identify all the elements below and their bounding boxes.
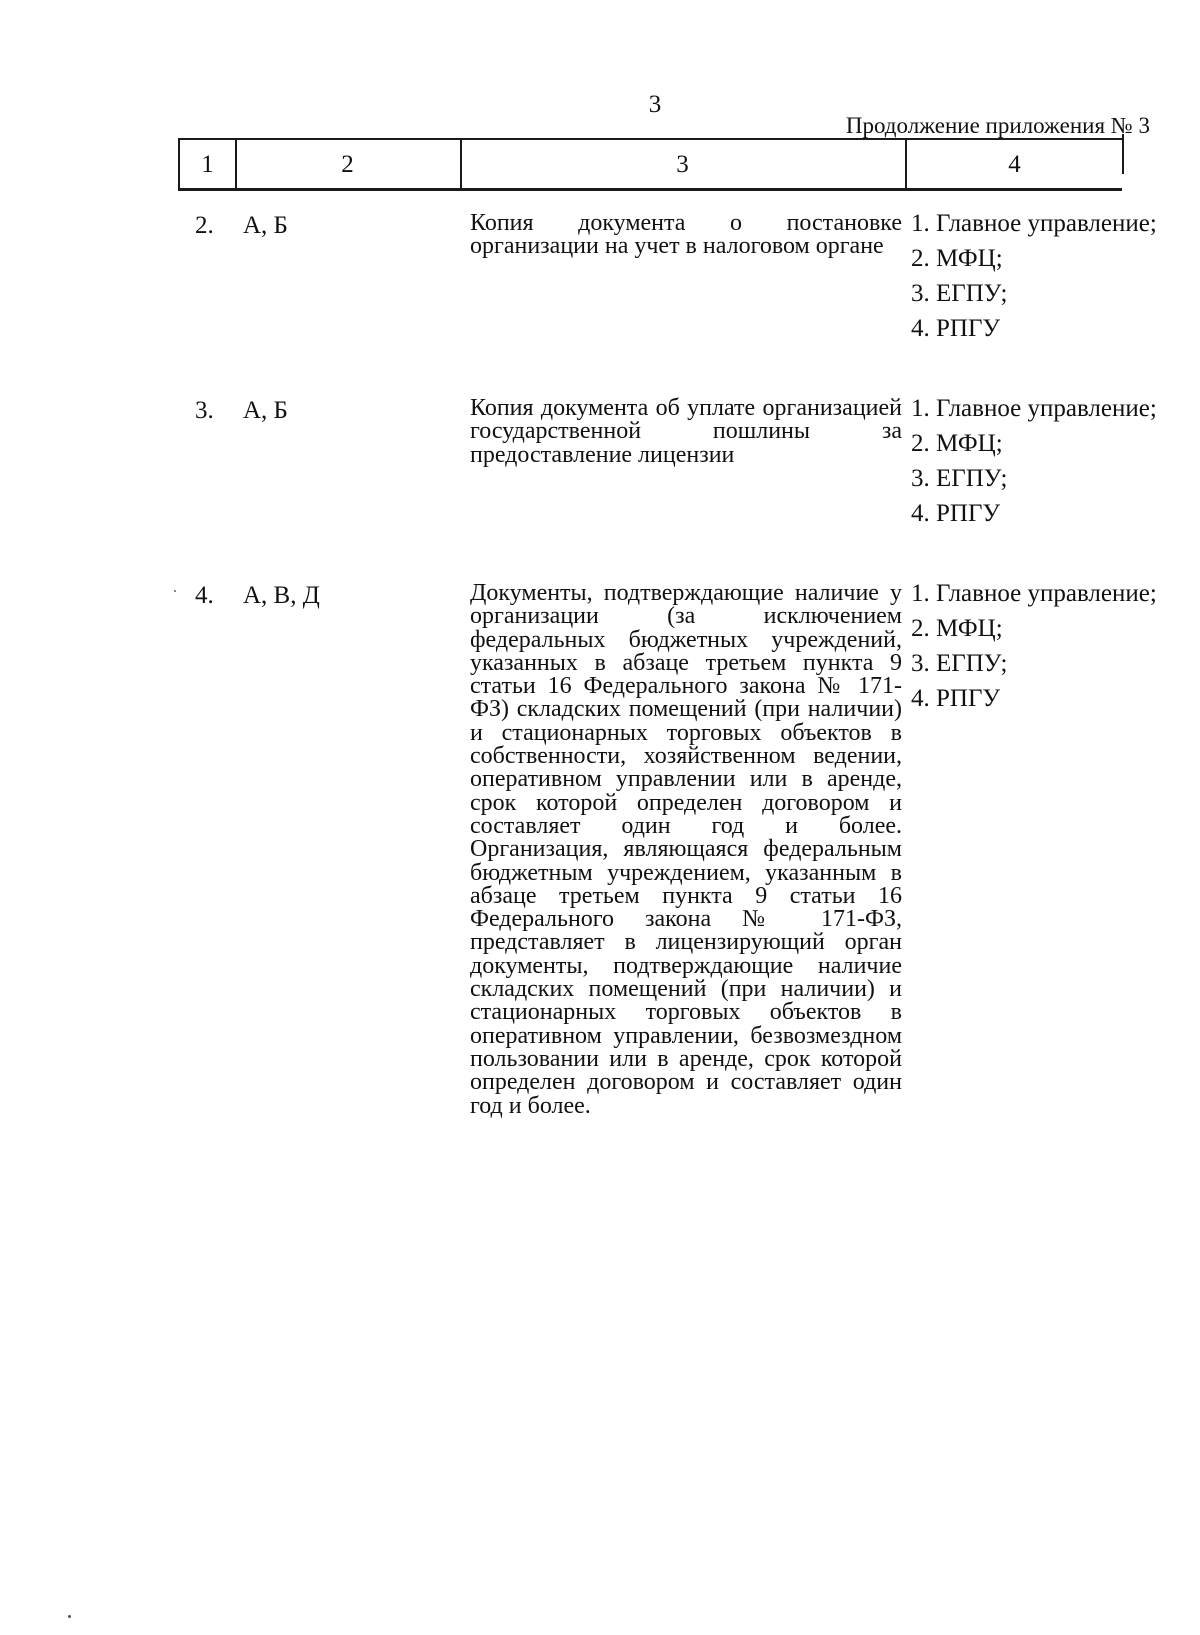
place-item: 2. МФЦ; <box>911 245 1003 272</box>
row-categories: А, Б <box>243 212 288 239</box>
place-item: 3. ЕГПУ; <box>911 465 1008 492</box>
row-places <box>911 580 1157 712</box>
page-number: 3 <box>648 91 662 118</box>
scan-speck <box>68 1615 71 1618</box>
row-places <box>911 210 1157 342</box>
appendix-continuation-note: Продолжение приложения № 3 <box>845 113 1150 138</box>
place-item: 3. ЕГПУ; <box>911 650 1008 677</box>
table-header <box>178 138 1122 191</box>
header-col-1: 1 <box>180 140 237 188</box>
row-places <box>911 395 1157 527</box>
scan-speck <box>174 590 176 592</box>
row-number: 4. <box>195 582 214 609</box>
row-document: Копия документа об уплате организацией государственной пошлины за предоставление лицензии <box>470 395 902 468</box>
header-col-3: 3 <box>460 140 907 188</box>
row-document: Документы, подтверждающие наличие у организации (за исключением федеральных бюджетных учреждений, указанных в абзаце третьем пункта 9 статьи 16 Федерального закона № 171-ФЗ) складских помещений (при наличии) и стационарных торговых объектов в собственности, хозяйственном ведении, оперативном управлении или в аренде, срок которой определен договором и составляет один год и более. Организация, являющаяся федеральным бюджетным учреждением, указанным в абзаце третьем пункта 9 статьи 16 Федерального закона № 171-ФЗ, представляет в лицензирующий орган документы, подтверждающие наличие складских помещений (при наличии) и стационарных торговых объектов в оперативном управлении, безвозмездном пользовании или в аренде, срок которой определен договором и составляет один год и более. <box>470 580 902 1119</box>
place-item: 4. РПГУ <box>911 685 1001 712</box>
place-item: 2. МФЦ; <box>911 615 1003 642</box>
place-item: 1. Главное управление; <box>911 210 1157 237</box>
row-number: 2. <box>195 212 214 239</box>
row-categories: А, В, Д <box>243 582 320 609</box>
place-item: 1. Главное управление; <box>911 580 1157 607</box>
header-col-4: 4 <box>905 140 1124 188</box>
row-document: Копия документа о постановке организации на учет в налоговом органе <box>470 210 902 260</box>
header-col-2: 2 <box>235 140 462 188</box>
row-categories: А, Б <box>243 397 288 424</box>
place-item: 4. РПГУ <box>911 500 1001 527</box>
row-number: 3. <box>195 397 214 424</box>
place-item: 2. МФЦ; <box>911 430 1003 457</box>
place-item: 3. ЕГПУ; <box>911 280 1008 307</box>
place-item: 4. РПГУ <box>911 315 1001 342</box>
place-item: 1. Главное управление; <box>911 395 1157 422</box>
